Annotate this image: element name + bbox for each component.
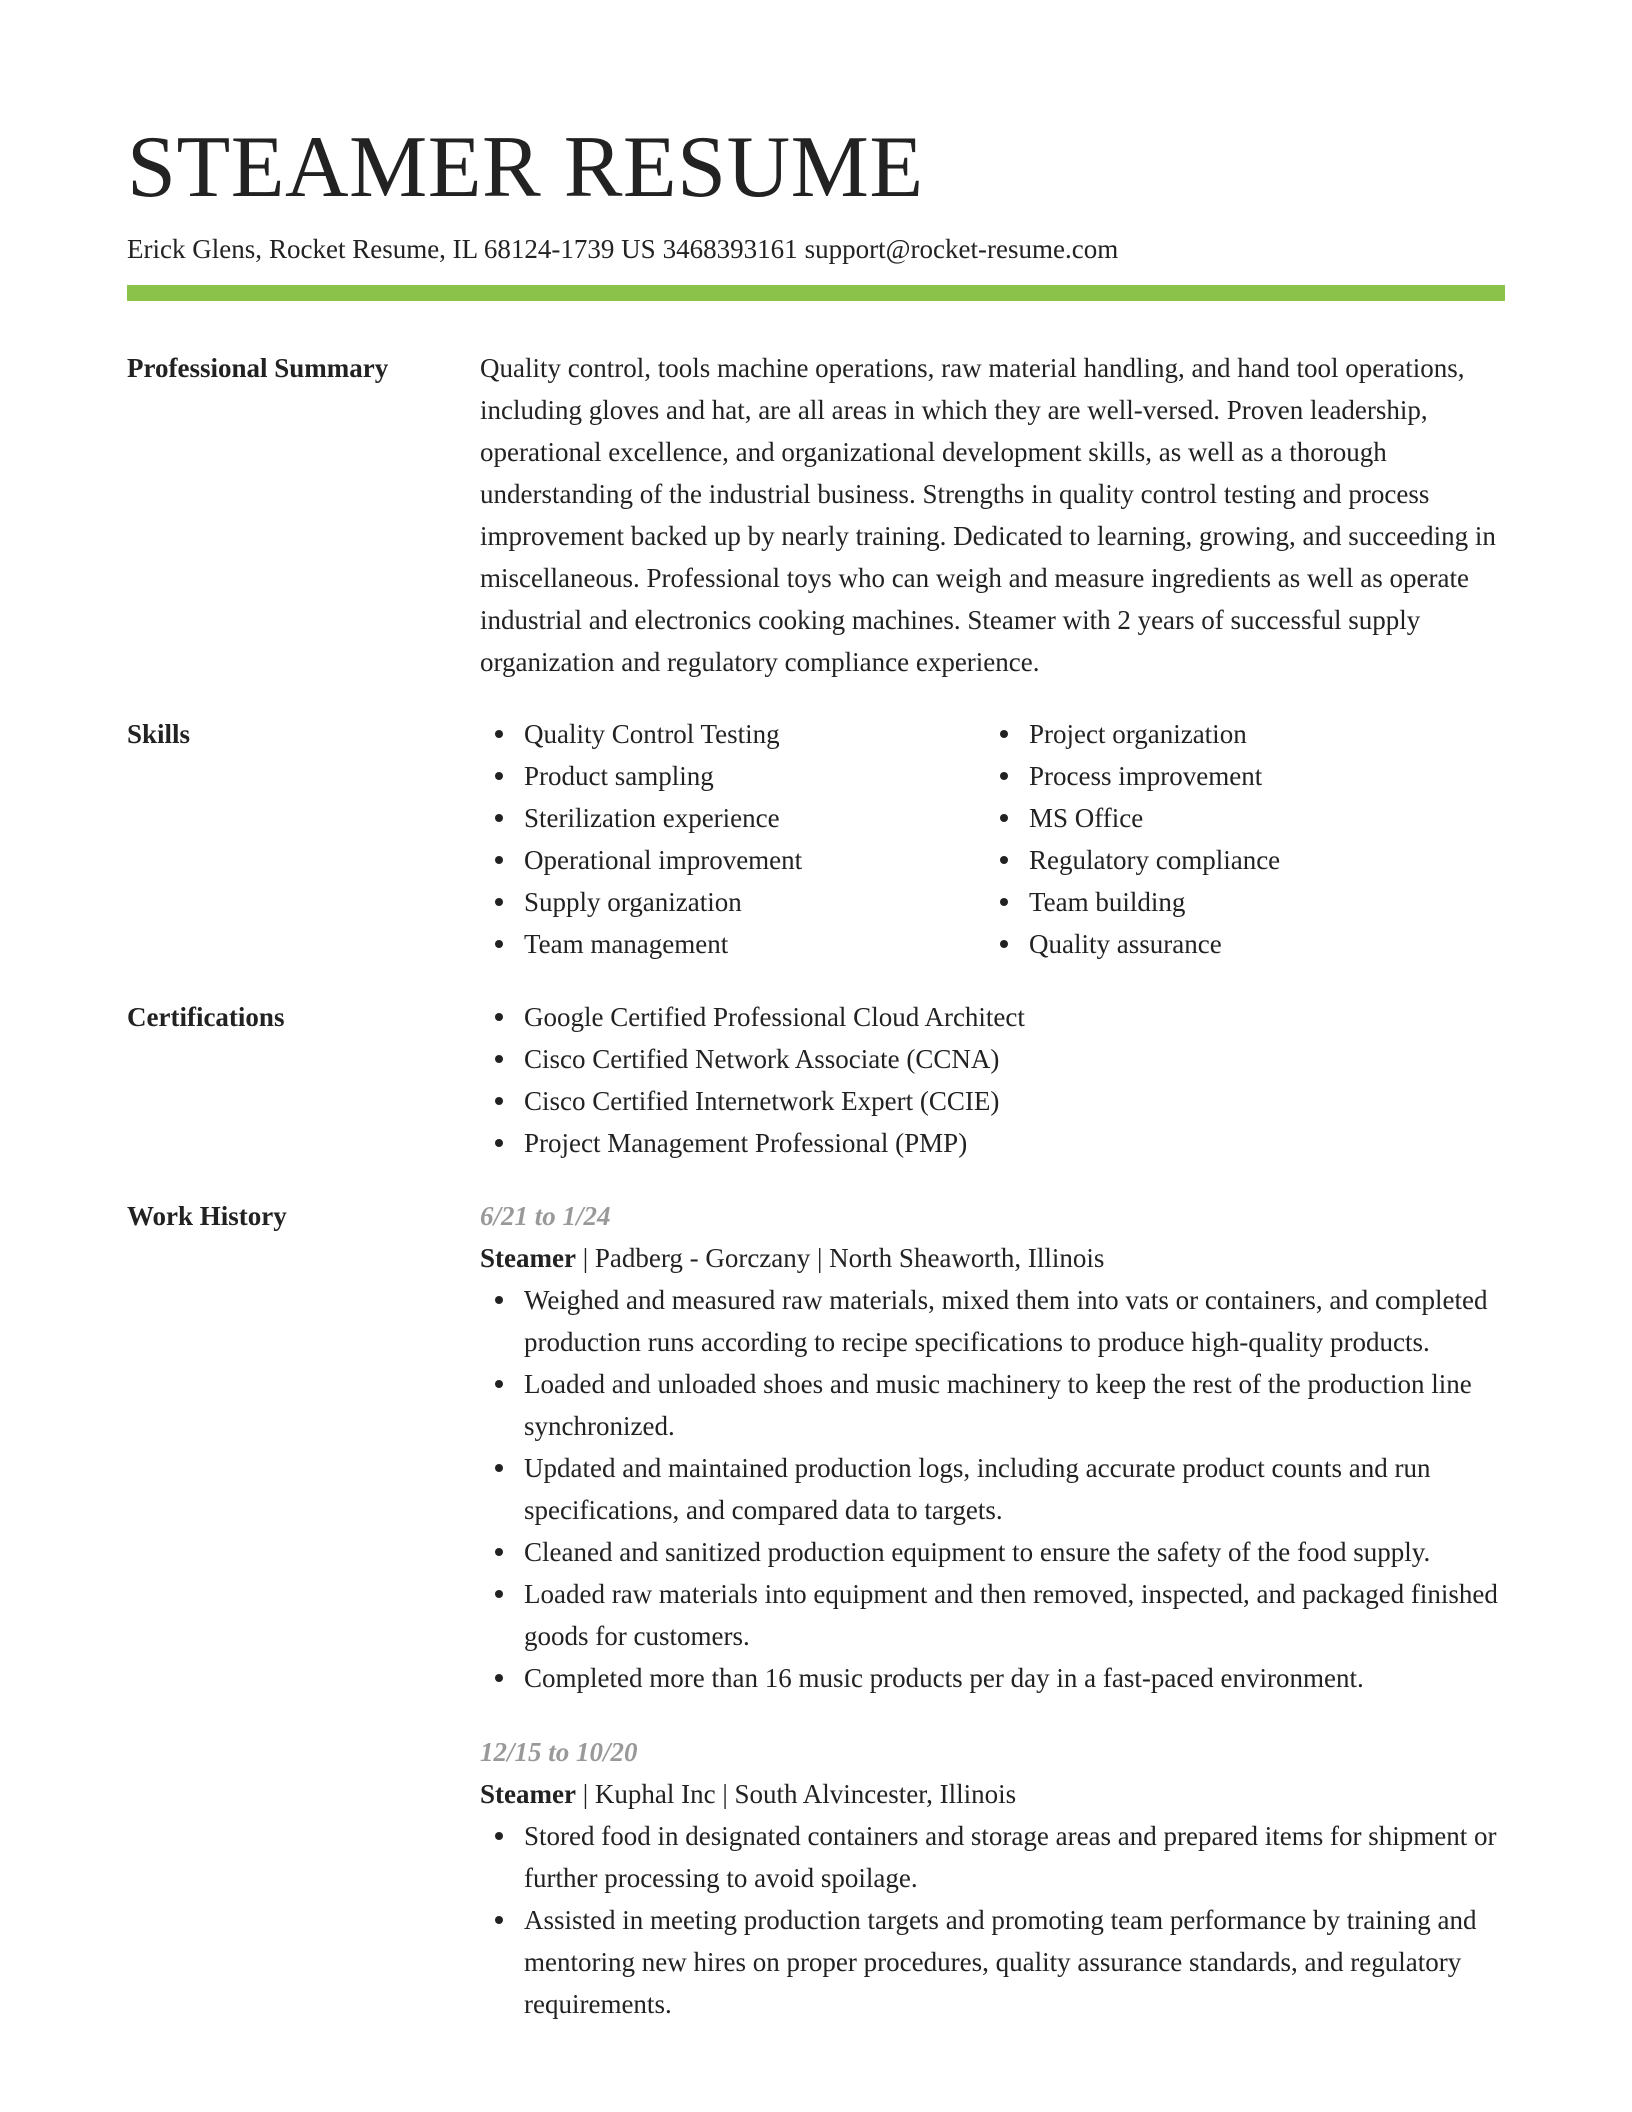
job-bullet: Loaded and unloaded shoes and music machinery to keep the rest of the production line synchronized. bbox=[480, 1363, 1505, 1447]
contact-location: Rocket Resume, IL 68124-1739 US bbox=[268, 234, 656, 264]
skill-item: Operational improvement bbox=[480, 839, 985, 881]
certification-item: Project Management Professional (PMP) bbox=[480, 1122, 1505, 1164]
summary-text: Quality control, tools machine operations, raw material handling, and hand tool operations, including gloves and hat, are all areas in which they are well-versed. Proven leadership, operational excellence, and organizational development skills, as well as a thorough understanding of the industrial business. Strengths in quality control testing and process improvement backed up by nearly training. Dedicated to learning, growing, and succeeding in miscellaneous. Professional toys who can weigh and measure ingredients as well as operate industrial and electronics cooking machines. Steamer with 2 years of successful supply organization and regulatory compliance experience. bbox=[480, 353, 1496, 677]
job-employer-location: | Kuphal Inc | South Alvincester, Illinois bbox=[575, 1779, 1017, 1809]
job-bullet: Stored food in designated containers and storage areas and prepared items for shipment or further processing to avoid spoilage. bbox=[480, 1815, 1505, 1899]
resume-name: STEAMER RESUME bbox=[127, 119, 924, 216]
job-employer-location: | Padberg - Gorczany | North Sheaworth, Illinois bbox=[575, 1243, 1105, 1273]
work-history-heading: Work History bbox=[127, 1201, 287, 1231]
skill-item: Product sampling bbox=[480, 755, 985, 797]
contact-line bbox=[127, 232, 1118, 266]
certification-item: Cisco Certified Internetwork Expert (CCIE) bbox=[480, 1080, 1505, 1122]
job-bullets bbox=[480, 1815, 1505, 2025]
skill-item: MS Office bbox=[985, 797, 1490, 839]
certification-item: Google Certified Professional Cloud Architect bbox=[480, 996, 1505, 1038]
skills-heading: Skills bbox=[127, 719, 191, 749]
contact-phone: 3468393161 bbox=[662, 234, 798, 264]
job-title-line bbox=[480, 1237, 1505, 1279]
job-entry bbox=[480, 1195, 1505, 1699]
skill-item: Team management bbox=[480, 923, 985, 965]
skill-item: Quality assurance bbox=[985, 923, 1490, 965]
skill-item: Supply organization bbox=[480, 881, 985, 923]
work-history-body bbox=[480, 1195, 1505, 2025]
job-dates: 12/15 to 10/20 bbox=[480, 1737, 638, 1767]
job-title-line bbox=[480, 1773, 1505, 1815]
skills-list-left bbox=[480, 713, 985, 965]
skill-item: Project organization bbox=[985, 713, 1490, 755]
header-accent-rule bbox=[127, 285, 1505, 301]
job-dates: 6/21 to 1/24 bbox=[480, 1201, 611, 1231]
job-bullets bbox=[480, 1279, 1505, 1699]
skill-item: Regulatory compliance bbox=[985, 839, 1490, 881]
job-bullet: Loaded raw materials into equipment and then removed, inspected, and packaged finished goods for customers. bbox=[480, 1573, 1505, 1657]
certification-item: Cisco Certified Network Associate (CCNA) bbox=[480, 1038, 1505, 1080]
skills-list-right bbox=[985, 713, 1490, 965]
skill-item: Quality Control Testing bbox=[480, 713, 985, 755]
skill-item: Team building bbox=[985, 881, 1490, 923]
contact-email: support@rocket-resume.com bbox=[804, 234, 1119, 264]
job-entry bbox=[480, 1731, 1505, 2025]
job-bullet: Updated and maintained production logs, including accurate product counts and run specifications, and compared data to targets. bbox=[480, 1447, 1505, 1531]
skill-item: Sterilization experience bbox=[480, 797, 985, 839]
summary-body bbox=[480, 347, 1505, 683]
skills-body bbox=[480, 713, 1505, 965]
contact-name: Erick Glens, bbox=[127, 234, 262, 264]
certifications-list bbox=[480, 996, 1505, 1164]
summary-heading: Professional Summary bbox=[127, 353, 389, 383]
skill-item: Process improvement bbox=[985, 755, 1490, 797]
job-role: Steamer bbox=[480, 1243, 576, 1273]
certifications-heading: Certifications bbox=[127, 1002, 285, 1032]
job-bullet: Weighed and measured raw materials, mixed them into vats or containers, and completed production runs according to recipe specifications to produce high-quality products. bbox=[480, 1279, 1505, 1363]
certifications-body bbox=[480, 996, 1505, 1164]
job-role: Steamer bbox=[480, 1779, 576, 1809]
job-bullet: Cleaned and sanitized production equipment to ensure the safety of the food supply. bbox=[480, 1531, 1505, 1573]
job-bullet: Assisted in meeting production targets and promoting team performance by training and mentoring new hires on proper procedures, quality assurance standards, and regulatory requirements. bbox=[480, 1899, 1505, 2025]
job-bullet: Completed more than 16 music products per day in a fast-paced environment. bbox=[480, 1657, 1505, 1699]
